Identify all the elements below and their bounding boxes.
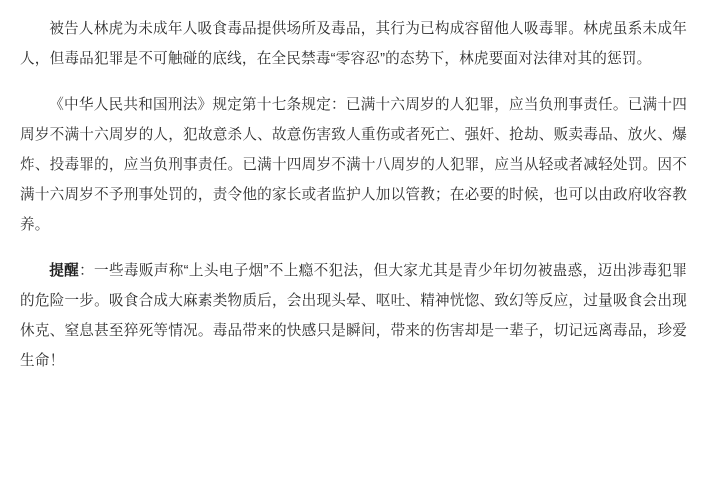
paragraph-case-analysis-text: 被告人林虎为未成年人吸食毒品提供场所及毒品，其行为已构成容留他人吸毒罪。林虎虽系未成年人，但毒品犯罪是不可触碰的底线，在全民禁毒“零容忍”的态势下，林虎要面对法律对其的惩罚。: [20, 21, 687, 67]
paragraph-law-citation-text: 《中华人民共和国刑法》规定第十七条规定：已满十六周岁的人犯罪，应当负刑事责任。已满十四周岁不满十六周岁的人，犯故意杀人、故意伤害致人重伤或者死亡、强奸、抢劫、贩卖毒品、放火、爆炸、投毒罪的，应当负刑事责任。已满十四周岁不满十八周岁的人犯罪，应当从轻或者减轻处罚。因不满十六周岁不予刑事处罚的，责令他的家长或者监护人加以管教；在必要的时候，也可以由政府收容教养。: [20, 97, 687, 233]
paragraph-case-analysis: [20, 14, 687, 74]
paragraph-warning: [20, 256, 687, 376]
paragraph-warning-text: ：一些毒贩声称“上头电子烟”不上瘾不犯法，但大家尤其是青少年切勿被蛊惑，迈出涉毒犯罪的危险一步。吸食合成大麻素类物质后，会出现头晕、呕吐、精神恍惚、致幻等反应，过量吸食会出现休克、窒息甚至猝死等情况。毒品带来的快感只是瞬间，带来的伤害却是一辈子，切记远离毒品，珍爱生命！: [20, 263, 687, 369]
paragraph-law-citation: [20, 90, 687, 240]
warning-label: 提醒: [49, 263, 80, 279]
